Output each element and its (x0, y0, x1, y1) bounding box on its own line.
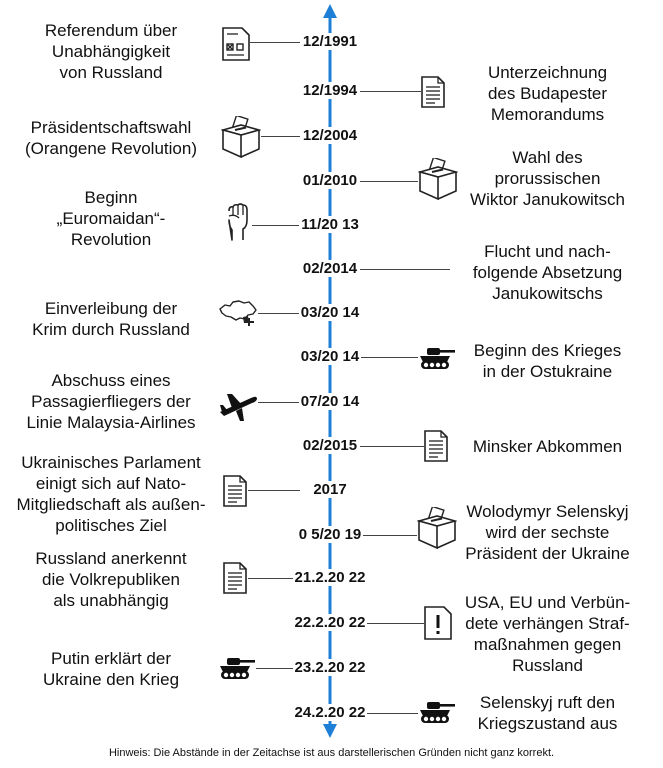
event-date: 23.2.20 22 (294, 659, 366, 676)
event-text: Flucht und nach- folgende Absetzung Janukowitschs (472, 242, 623, 303)
event-text: Wolodymyr Selenskyj wird der sechste Präsident der Ukraine (465, 502, 630, 563)
footnote: Hinweis: Die Abstände in der Zeitachse ist aus darstellerischen Gründen nicht ganz korrekt. (108, 747, 555, 759)
event-date: 21.2.20 22 (294, 569, 366, 586)
tank-icon (218, 656, 256, 680)
event-text: Einverleibung der Krim durch Russland (32, 299, 190, 339)
ballot-box-icon (418, 158, 458, 200)
event-text: Russland anerkennt die Volkrepubliken als unabhängig (35, 549, 187, 610)
document-checkbox-icon (222, 27, 250, 61)
event-date: 01/2010 (302, 172, 358, 189)
event-date: 07/20 14 (300, 393, 360, 410)
ukraine-map-icon (218, 298, 258, 326)
event-text: Wahl des prorussischen Wiktor Janukowitsch (470, 148, 625, 209)
event-date: 03/20 14 (300, 348, 360, 365)
event-date: 02/2015 (302, 437, 358, 454)
event-text: USA, EU und Verbün- dete verhängen Straf- maßnahmen gegen Russland (464, 593, 631, 675)
event-date: 0 5/20 19 (298, 526, 362, 543)
airplane-icon (218, 390, 258, 422)
document-icon (424, 430, 448, 462)
event-text: Minsker Abkommen (472, 437, 623, 456)
ballot-box-icon (417, 507, 457, 549)
event-date: 02/2014 (302, 260, 358, 277)
event-text: Unterzeichnung des Budapester Memorandums (487, 63, 608, 124)
document-icon (421, 76, 445, 108)
document-icon (223, 562, 247, 594)
event-text: Putin erklärt der Ukraine den Krieg (42, 649, 180, 689)
event-text: Beginn des Krieges in der Ostukraine (473, 341, 622, 381)
axis-arrow-bottom (323, 724, 337, 738)
event-date: 2017 (313, 481, 347, 498)
event-date: 24.2.20 22 (294, 704, 366, 721)
event-date: 12/1994 (302, 82, 358, 99)
event-text: Ukrainisches Parlament einigt sich auf Nato- Mitgliedschaft als außen- politisches Ziel (16, 453, 206, 535)
event-date: 22.2.20 22 (294, 614, 366, 631)
event-text: Referendum über Unabhängigkeit von Russland (44, 21, 178, 82)
event-date: 12/1991 (302, 33, 358, 50)
event-text: Beginn „Euromaidan“- Revolution (56, 188, 166, 249)
event-text: Selenskyj ruft den Kriegszustand aus (477, 693, 618, 733)
axis-arrow-top (323, 4, 337, 18)
event-date: 11/20 13 (301, 216, 359, 233)
exclamation-icon (424, 606, 452, 640)
event-date: 12/2004 (302, 127, 358, 144)
ballot-box-icon (221, 116, 261, 158)
event-date: 03/20 14 (300, 304, 360, 321)
event-text: Präsidentschaftswahl (Orangene Revolution) (25, 118, 197, 158)
tank-icon (418, 700, 456, 724)
document-icon (223, 475, 247, 507)
tank-icon (418, 346, 456, 370)
event-text: Abschuss eines Passagierfliegers der Linie Malaysia-Airlines (26, 371, 196, 432)
raised-fist-icon (226, 203, 250, 241)
